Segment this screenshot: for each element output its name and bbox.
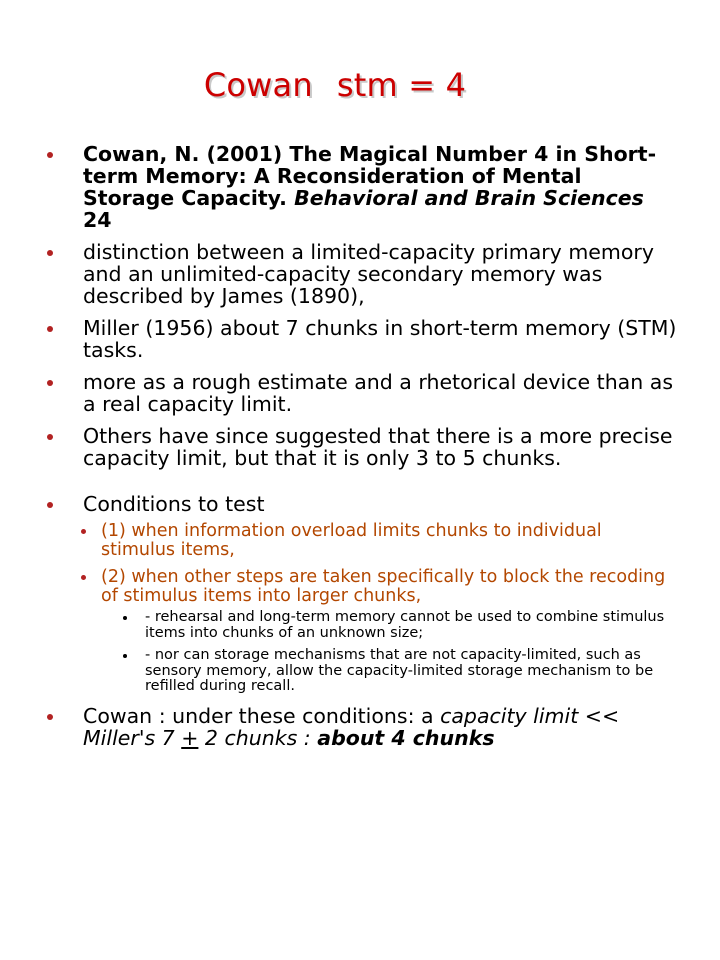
conclusion-plain: Cowan : under these conditions: a (83, 703, 441, 728)
bullet-dot-icon (47, 326, 53, 332)
condition-2 (81, 568, 677, 695)
bullet-dot-icon (47, 714, 53, 720)
bullet-dot-icon (123, 616, 127, 620)
conclusion-italic-1: capacity limit << Miller's 7 (83, 703, 620, 750)
conclusion-italic-2: 2 chunks : (198, 725, 318, 750)
reference-volume: 24 (83, 208, 112, 232)
bullet-list (47, 143, 677, 759)
bullet-reference (47, 143, 677, 231)
bullet-dot-icon (81, 529, 86, 534)
title-part-1: Cowan (203, 66, 313, 104)
bullet-rough-estimate (47, 371, 677, 415)
condition-2-text: (2) when other steps are taken specifically to block the recoding of stimulus items into larger chunks, (101, 567, 666, 606)
bullet-dot-icon (81, 575, 86, 580)
james-text: distinction between a limited-capacity primary memory and an unlimited-capacity secondary memory was described by James (1890), (83, 240, 654, 308)
bullet-miller (47, 317, 677, 361)
condition-2-details (101, 610, 677, 695)
bullet-dot-icon (123, 654, 127, 658)
condition-1 (81, 522, 677, 560)
others-text: Others have since suggested that there is a more precise capacity limit, but that it is only 3 to 5 chunks. (83, 424, 673, 470)
detail-sensory (123, 648, 677, 695)
detail-rehearsal (123, 610, 677, 641)
bullet-dot-icon (47, 502, 53, 508)
bullet-dot-icon (47, 380, 53, 386)
bullet-dot-icon (47, 152, 53, 158)
bullet-dot-icon (47, 250, 53, 256)
slide-title (0, 66, 670, 104)
conditions-list (83, 522, 677, 695)
bullet-conditions (47, 493, 677, 695)
detail-sensory-text: - nor can storage mechanisms that are not capacity-limited, such as sensory memory, allow the capacity-limited storage mechanism to be refilled during recall. (145, 647, 654, 694)
title-part-2: stm = 4 (336, 66, 467, 104)
conditions-heading: Conditions to test (83, 492, 265, 516)
bullet-james (47, 241, 677, 307)
conclusion-plus-minus: + (181, 725, 199, 750)
reference-text: Cowan, N. (2001) The Magical Number 4 in Short-term Memory: A Reconsideration of Mental Storage Capacity. (83, 142, 657, 210)
bullet-others (47, 425, 677, 469)
bullet-conclusion (47, 705, 677, 749)
rough-estimate-text: more as a rough estimate and a rhetorical device than as a real capacity limit. (83, 370, 673, 416)
condition-1-text: (1) when information overload limits chunks to individual stimulus items, (101, 521, 602, 560)
conclusion-bold: about 4 chunks (317, 725, 495, 750)
miller-text: Miller (1956) about 7 chunks in short-term memory (STM) tasks. (83, 316, 677, 362)
bullet-dot-icon (47, 434, 53, 440)
reference-journal: Behavioral and Brain Sciences (294, 186, 644, 210)
detail-rehearsal-text: - rehearsal and long-term memory cannot be used to combine stimulus items into chunks of an unknown size; (145, 609, 665, 641)
